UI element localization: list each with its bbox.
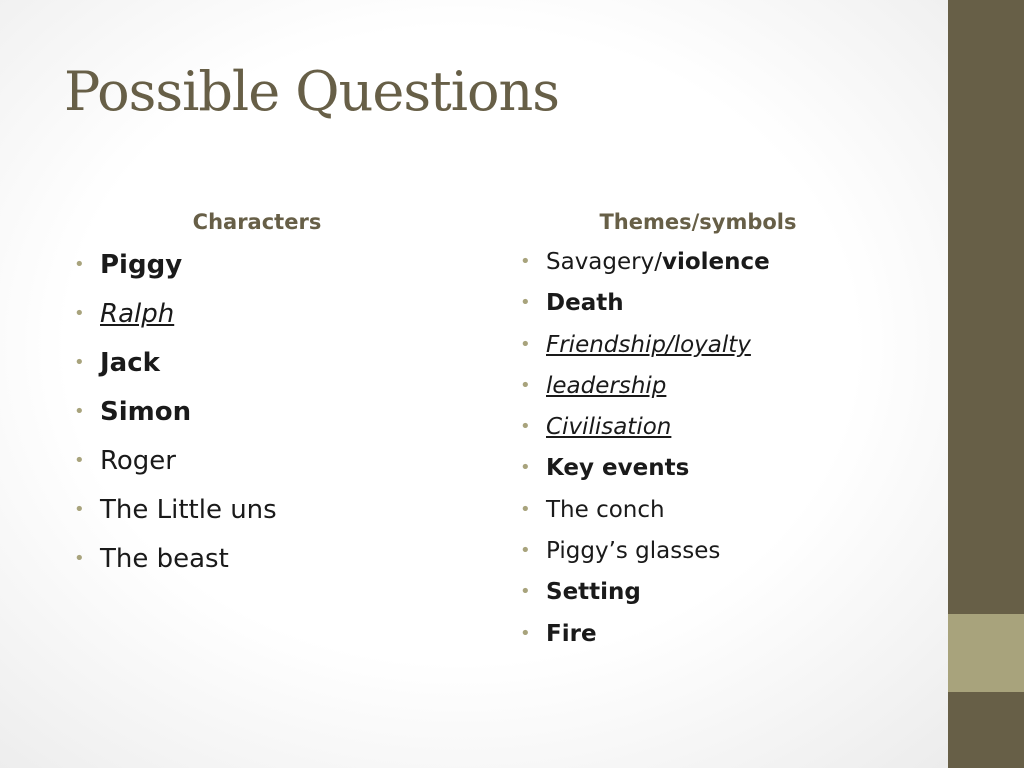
list-item (518, 536, 918, 577)
list-item (72, 249, 442, 298)
character-roger: Roger (100, 446, 176, 476)
list-item (518, 453, 918, 494)
bullet-dot-icon: • (520, 292, 531, 314)
theme-death: Death (546, 290, 624, 317)
side-bar-accent-block (948, 614, 1024, 692)
character-little-uns: The Little uns (100, 495, 277, 525)
theme-friendship: Friendship/loyalty (546, 331, 751, 358)
bullet-dot-icon: • (74, 548, 85, 569)
bullet-dot-icon: • (520, 581, 531, 603)
bullet-dot-icon: • (520, 333, 531, 355)
characters-list (72, 249, 442, 592)
list-item (518, 371, 918, 412)
themes-column (518, 205, 918, 660)
theme-fire: Fire (546, 620, 597, 647)
bullet-dot-icon: • (520, 498, 531, 520)
list-item (72, 445, 442, 494)
bullet-dot-icon: • (74, 303, 85, 324)
list-item (518, 577, 918, 618)
list-item (72, 494, 442, 543)
list-item (518, 330, 918, 371)
theme-conch: The conch (546, 496, 665, 523)
list-item (518, 619, 918, 660)
list-item (72, 543, 442, 592)
theme-savagery-prefix: Savagery/ (546, 249, 662, 275)
themes-heading: Themes/symbols (599, 210, 797, 234)
list-item (518, 288, 918, 329)
theme-violence: violence (661, 249, 770, 275)
characters-heading: Characters (192, 210, 322, 234)
theme-setting: Setting (546, 579, 641, 606)
characters-column (72, 205, 442, 592)
theme-leadership: leadership (546, 372, 667, 399)
bullet-dot-icon: • (74, 401, 85, 422)
theme-piggys-glasses: Piggy’s glasses (546, 538, 721, 565)
bullet-dot-icon: • (520, 374, 531, 396)
character-ralph: Ralph (100, 299, 175, 329)
list-item (518, 412, 918, 453)
bullet-dot-icon: • (520, 251, 531, 272)
bullet-dot-icon: • (74, 499, 85, 520)
theme-civilisation: Civilisation (546, 414, 672, 441)
bullet-dot-icon: • (520, 457, 531, 479)
list-item (72, 298, 442, 347)
theme-key-events: Key events (546, 455, 690, 482)
bullet-dot-icon: • (74, 254, 85, 275)
character-jack: Jack (100, 348, 160, 378)
list-item (72, 347, 442, 396)
bullet-dot-icon: • (520, 622, 531, 644)
character-beast: The beast (100, 544, 229, 574)
bullet-dot-icon: • (520, 540, 531, 562)
character-simon: Simon (100, 397, 192, 427)
character-piggy: Piggy (100, 250, 183, 280)
slide-title: Possible Questions (64, 60, 559, 123)
list-item (518, 247, 918, 288)
bullet-dot-icon: • (74, 450, 85, 471)
bullet-dot-icon: • (74, 352, 85, 373)
list-item (518, 495, 918, 536)
list-item (72, 396, 442, 445)
bullet-dot-icon: • (520, 416, 531, 438)
themes-list (518, 247, 918, 660)
